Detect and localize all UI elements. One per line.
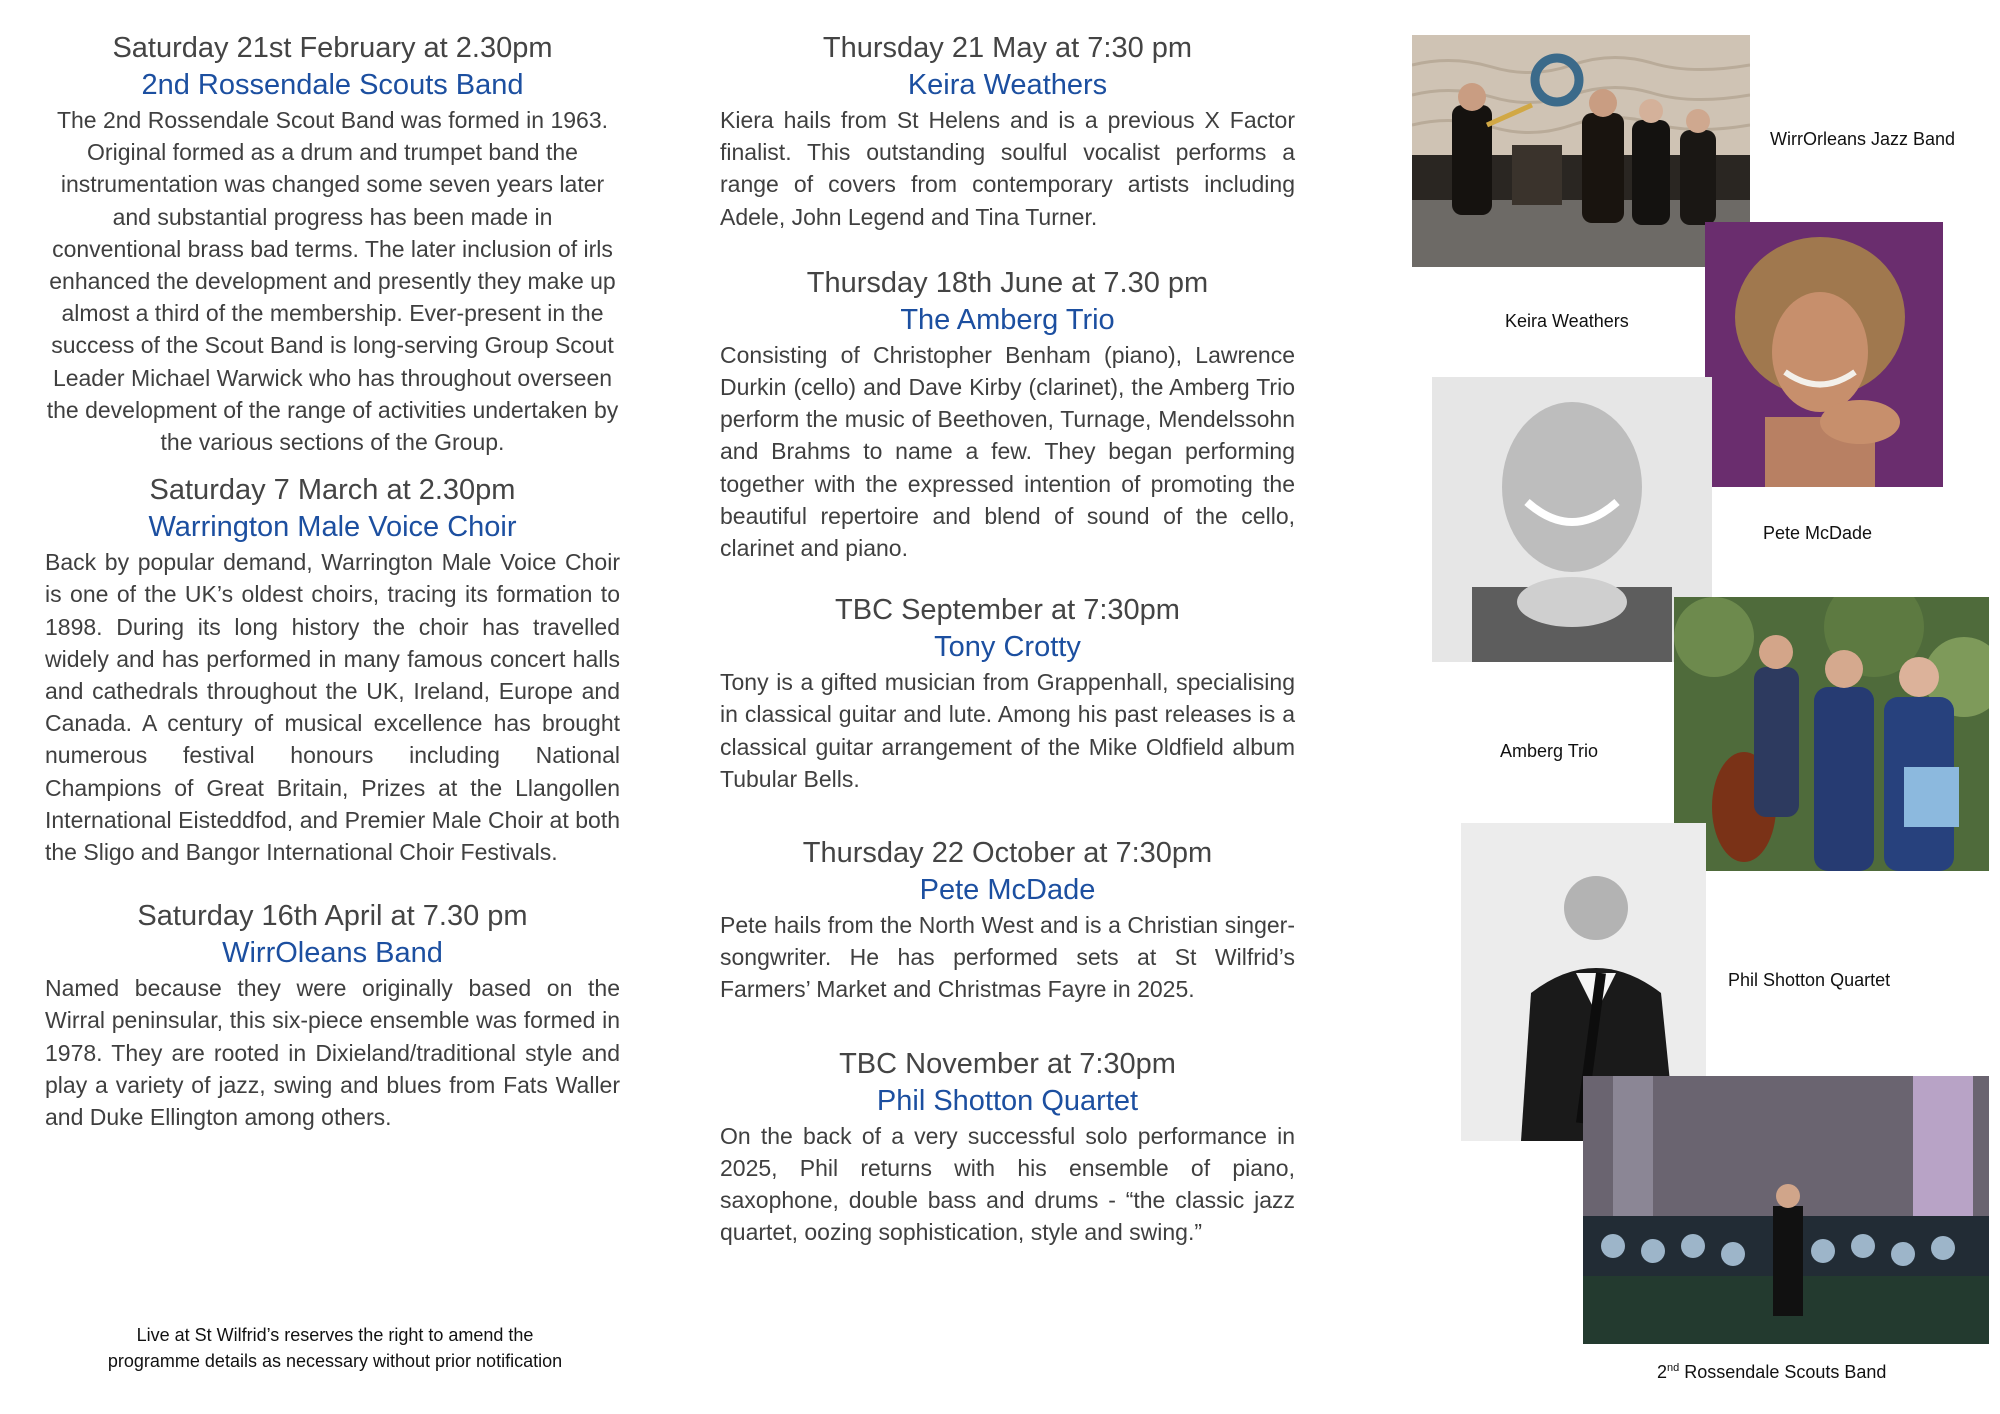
photo-amberg-trio [1674,597,1989,871]
caption-scouts-band [1657,1362,1886,1383]
event-warrington-choir [45,472,620,868]
event-amberg-trio [720,265,1295,564]
event-description: Tony is a gifted musician from Grappenhall, specialising in classical guitar and lute. Among his past releases is a classical guitar arrangement of the Mike Oldfield album Tubular Bells. [720,669,1295,792]
event-performer: Pete McDade [919,874,1096,907]
event-date: Thursday 21 May at 7:30 pm [822,32,1193,64]
photo-keira-weathers [1705,222,1943,487]
event-description: Consisting of Christopher Benham (piano), Lawrence Durkin (cello) and Dave Kirby (clarinet), the Amberg Trio perform the music of Beethoven, Turnage, Mendelssohn and Brahms to name a few. They began performing together with the expressed intention of promoting the beautiful repertoire and blend of sound of the cello, clarinet and piano. [720,341,1295,562]
photo-scouts-band [1583,1076,1989,1344]
event-performer: 2nd Rossendale Scouts Band [141,69,524,101]
event-description: Named because they were originally based on the Wirral peninsular, this six-piece ensemble was formed in 1978. They are rooted in Dixieland/traditional style and play a variety of jazz, swing and blues from Fats Waller and Duke Ellington among others. [45,975,620,1131]
event-description: Kiera hails from St Helens and is a previous X Factor finalist. This outstanding soulful vocalist performs a range of covers from contemporary artists including Adele, John Legend and Tina Turner. [720,107,1295,230]
event-date: Saturday 21st February at 2.30pm [112,32,553,64]
caption-scouts-prefix: 2 [1657,1362,1668,1382]
caption-scouts-superscript: nd [1667,1362,1680,1374]
event-performer: Phil Shotton Quartet [876,1084,1139,1117]
event-description: Back by popular demand, Warrington Male Voice Choir is one of the UK’s oldest choirs, tracing its formation to 1898. During its long history the choir has travelled widely and has performed in many famous concert halls and cathedrals throughout the UK, Ireland, Europe and Canada. A century of musical excellence has brought numerous festival honours including National Champions of Great Britain, Prizes at the Llangollen International Eisteddfod, and Premier Male Choir at both the Sligo and Bangor International Choir Festivals. [45,549,620,866]
event-date: TBC September at 7:30pm [835,594,1180,627]
event-phil-shotton-quartet [720,1046,1295,1249]
event-description: On the back of a very successful solo performance in 2025, Phil returns with his ensemble of piano, saxophone, double bass and drums - “the classic jazz quartet, oozing sophistication, style and swing.” [720,1122,1295,1246]
caption-amberg: Amberg Trio [1500,741,1599,761]
disclaimer-text: Live at St Wilfrid’s reserves the right to amend the programme details as necessary without prior notification [107,1325,563,1371]
event-description: The 2nd Rossendale Scout Band was formed in 1963. Original formed as a drum and trumpet band the instrumentation was changed some seven years later and substantial progress has been made in conventional brass bad terms. The later inclusion of irls enhanced the development and presently they make up almost a third of the membership. Ever-present in the success of the Scout Band is long-serving Group Scout Leader Michael Warwick who has throughout overseen the development of the range of activities undertaken by the various sections of the Group. [46,107,619,456]
event-date: TBC November at 7:30pm [839,1047,1176,1080]
caption-phil: Phil Shotton Quartet [1728,970,1891,990]
event-date: Thursday 22 October at 7:30pm [802,837,1213,870]
event-scouts-band [45,30,620,458]
photo-jazz-band [1412,35,1750,267]
event-performer: Warrington Male Voice Choir [148,511,517,544]
caption-scouts-rest: Rossendale Scouts Band [1679,1362,1887,1382]
event-performer: Tony Crotty [934,631,1081,664]
middle-column [720,30,1295,1248]
event-pete-mcdade [720,835,1295,1006]
event-wirroleans-band [45,898,620,1133]
event-date: Saturday 16th April at 7.30 pm [137,900,528,933]
caption-jazz-band: WirrOrleans Jazz Band [1770,129,1956,149]
event-performer: Keira Weathers [907,69,1108,101]
event-tony-crotty [720,592,1295,795]
caption-pete: Pete McDade [1763,523,1873,543]
event-date: Saturday 7 March at 2.30pm [149,474,516,507]
event-date: Thursday 18th June at 7.30 pm [806,266,1209,299]
photo-pete-mcdade [1432,377,1712,662]
event-performer: WirrOleans Band [222,937,443,970]
left-column [45,30,620,1133]
event-performer: The Amberg Trio [900,303,1115,336]
event-description: Pete hails from the North West and is a Christian singer-songwriter. He has performed sets at St Wilfrid’s Farmers’ Market and Christmas Fayre in 2025. [720,912,1295,1003]
event-keira-weathers [720,30,1295,233]
caption-keira: Keira Weathers [1505,311,1629,331]
